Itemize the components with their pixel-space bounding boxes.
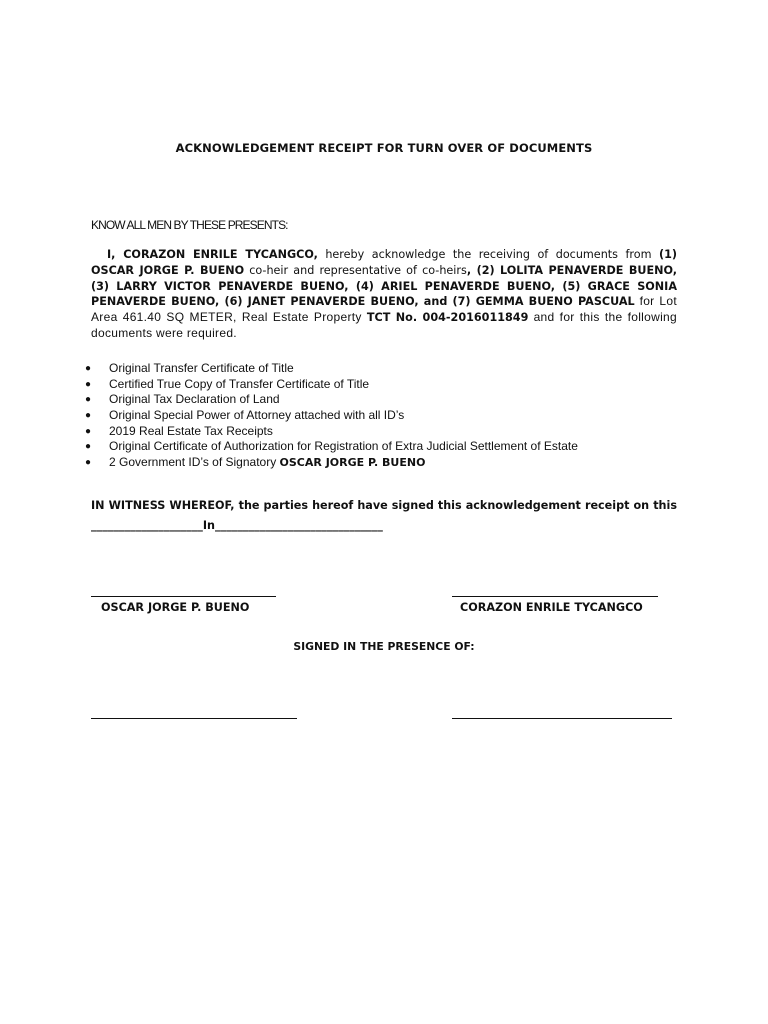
bullet-icon: ●: [85, 457, 92, 469]
in-word: In: [202, 519, 216, 532]
document-title: ACKNOWLEDGEMENT RECEIPT FOR TURN OVER OF DOCUMENTS: [175, 141, 593, 155]
bullet-icon: ●: [85, 378, 92, 390]
list-item-label: Original Transfer Certificate of Title: [109, 361, 294, 375]
tct-number: TCT No. 004-2016011849: [366, 311, 529, 325]
signatory-name: OSCAR JORGE P. BUENO: [279, 456, 426, 470]
list-item-label: Original Special Power of Attorney attached with all ID’s: [109, 408, 405, 423]
list-item-label: Original Tax Declaration of Land: [109, 392, 280, 407]
heir-1-name: (1) OSCAR JORGE P. BUENO: [91, 248, 677, 277]
paragraph-text-3: for Lot Area 461.40 SQ METER, Real Estate Property: [91, 294, 677, 325]
paragraph-text-2: co-heir and representative of co-heirs: [244, 263, 467, 277]
list-item: [85, 439, 578, 455]
witness-signature-line-left: [91, 718, 297, 719]
bullet-icon: ●: [85, 425, 92, 437]
know-all-men-heading: KNOW ALL MEN BY THESE PRESENTS:: [91, 218, 288, 232]
signatory-right-name: CORAZON ENRILE TYCANGCO: [460, 601, 643, 614]
heirs-list: , (2) LOLITA PENAVERDE BUENO, (3) LARRY VICTOR PENAVERDE BUENO, (4) ARIEL PENAVERDE BUENO, (5) GRACE SONIA PENAVERDE BUENO, (6) JANET PENAVERDE BUENO, and (7) GEMMA BUENO PASCUAL: [91, 263, 678, 309]
required-documents-list: [85, 361, 578, 471]
date-blank: ____________________: [91, 519, 203, 532]
bullet-icon: ●: [85, 441, 92, 453]
witness-signature-line-right: [452, 718, 672, 719]
acknowledgement-paragraph: [91, 247, 677, 342]
list-item: [85, 424, 578, 440]
bullet-icon: ●: [85, 394, 92, 406]
list-item-label: 2 Government ID’s of Signatory: [109, 455, 280, 470]
signed-presence-heading: SIGNED IN THE PRESENCE OF:: [293, 640, 475, 653]
bullet-icon: ●: [85, 363, 92, 374]
list-item: [85, 392, 578, 408]
list-item: [85, 377, 578, 393]
acknowledger-name: I, CORAZON ENRILE TYCANGCO,: [107, 248, 318, 261]
place-blank: ______________________________: [215, 519, 383, 532]
list-item-label: Certified True Copy of Transfer Certificate of Title: [109, 376, 370, 391]
paragraph-text-1: hereby acknowledge the receiving of documents from: [317, 248, 659, 261]
signatory-left-name: OSCAR JORGE P. BUENO: [101, 601, 250, 614]
signature-line-left: [91, 596, 276, 597]
bullet-icon: ●: [85, 410, 92, 422]
list-item: [85, 455, 578, 471]
list-item: [85, 408, 578, 424]
paragraph-text-4: and for this the following documents were required.: [91, 310, 677, 340]
list-item-label: Original Certificate of Authorization for Registration of Extra Judicial Settlement of Estate: [109, 439, 578, 454]
witness-line: IN WITNESS WHEREOF, the parties hereof have signed this acknowledgement receipt on this: [91, 499, 677, 512]
list-item-label: 2019 Real Estate Tax Receipts: [109, 423, 273, 438]
signature-line-right: [452, 596, 658, 597]
witness-clause: [91, 496, 677, 536]
list-item: [85, 361, 578, 377]
